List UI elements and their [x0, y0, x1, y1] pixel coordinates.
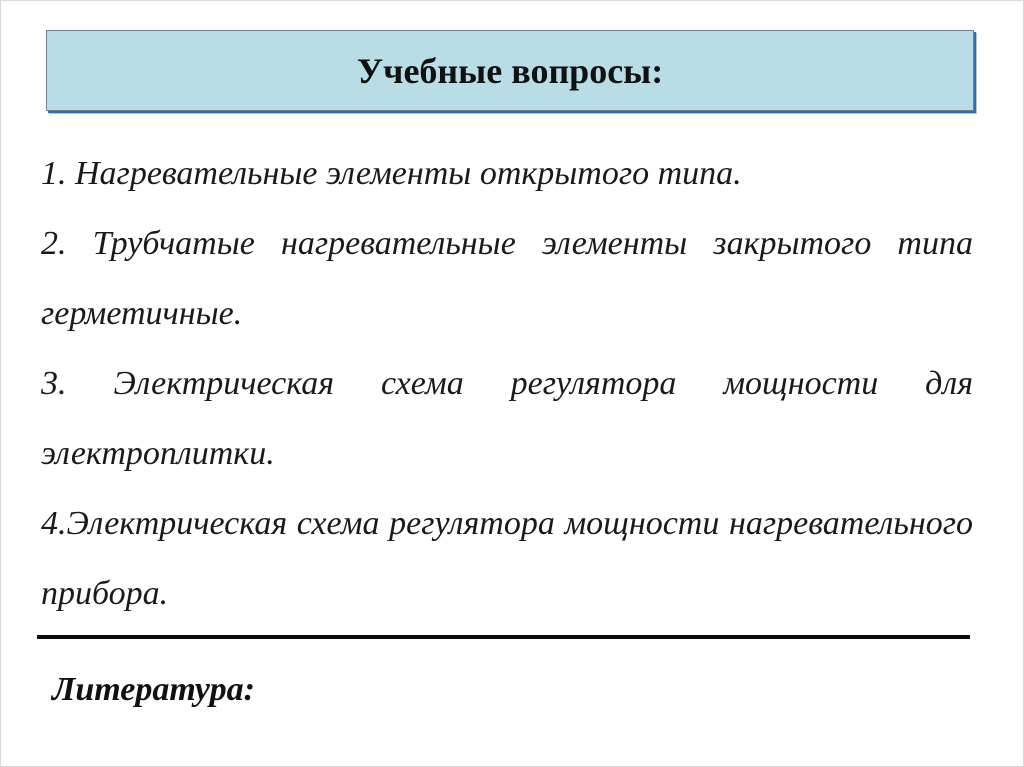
questions-list	[41, 139, 973, 629]
question-item-3: 3. Электрическая схема регулятора мощности для электроплитки.	[41, 365, 973, 472]
literature-heading: Литература:	[52, 671, 255, 708]
divider-line	[37, 635, 970, 639]
question-item-1: 1. Нагревательные элементы открытого типа.	[41, 155, 742, 192]
question-item-4: 4.Электрическая схема регулятора мощности нагревательного прибора.	[41, 505, 973, 612]
question-item-2: 2. Трубчатые нагревательные элементы закрытого типа герметичные.	[41, 225, 973, 332]
slide-title: Учебные вопросы:	[356, 50, 664, 91]
title-banner	[46, 30, 974, 111]
